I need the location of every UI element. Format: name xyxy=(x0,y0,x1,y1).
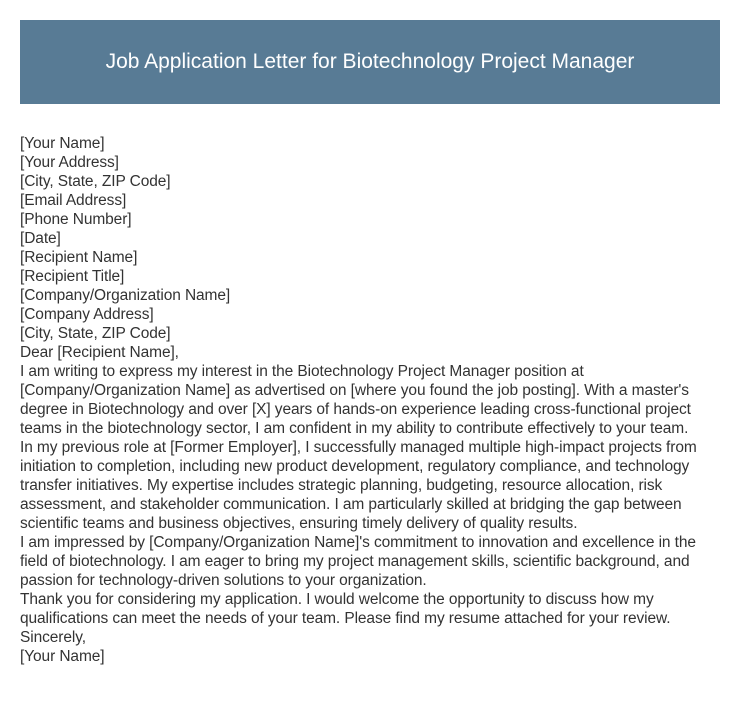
paragraph-closing: Thank you for considering my application. I would welcome the opportunity to discuss how my qualifications can meet the needs of your team. Please find my resume attached for your review. xyxy=(20,591,671,627)
recipient-address: [Company Address] xyxy=(20,306,154,323)
recipient-title: [Recipient Title] xyxy=(20,268,125,285)
salutation: Dear [Recipient Name], xyxy=(20,344,179,361)
paragraph-intro: I am writing to express my interest in the Biotechnology Project Manager position at [Company/Organization Name] as advertised on [where you found the job posting]. With a master's degree in Biotechnology and over [X] years of hands-on experience leading cross-functional project teams in the biotechnology sector, I am confident in my ability to contribute effectively to your team. xyxy=(20,363,691,437)
paragraph-motivation: I am impressed by [Company/Organization Name]'s commitment to innovation and excellence in the field of biotechnology. I am eager to bring my project management skills, scientific background, and passion for technology-driven solutions to your organization. xyxy=(20,534,696,589)
sender-phone: [Phone Number] xyxy=(20,211,132,228)
sender-city-state-zip: [City, State, ZIP Code] xyxy=(20,173,171,190)
sender-email: [Email Address] xyxy=(20,192,127,209)
page-title: Job Application Letter for Biotechnology Project Manager xyxy=(105,50,635,73)
sender-address: [Your Address] xyxy=(20,154,119,171)
paragraph-experience: In my previous role at [Former Employer], I successfully managed multiple high-impact projects from initiation to completion, including new product development, regulatory compliance, and technology transfer initiatives. My expertise includes strategic planning, budgeting, resource allocation, risk assessment, and stakeholder communication. I am particularly skilled at bridging the gap between scientific teams and business objectives, ensuring timely delivery of quality results. xyxy=(20,439,697,532)
recipient-city-state-zip: [City, State, ZIP Code] xyxy=(20,325,171,342)
page-header xyxy=(20,20,720,104)
recipient-name: [Recipient Name] xyxy=(20,249,138,266)
recipient-company: [Company/Organization Name] xyxy=(20,287,231,304)
closing: Sincerely, xyxy=(20,629,86,646)
signature: [Your Name] xyxy=(20,648,105,665)
letter-body xyxy=(20,134,725,666)
sender-name: [Your Name] xyxy=(20,135,105,152)
letter-date: [Date] xyxy=(20,230,61,247)
